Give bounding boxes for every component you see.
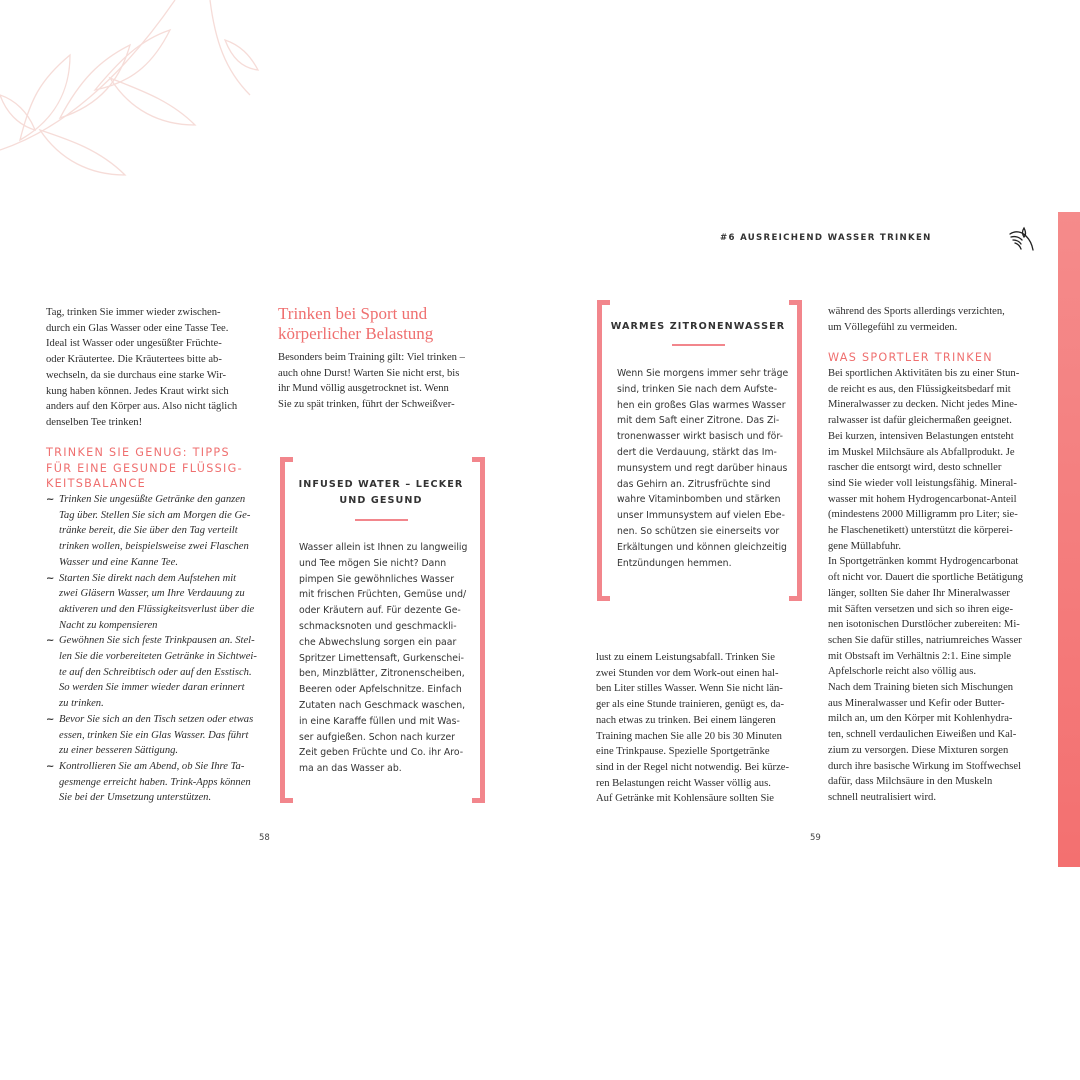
tips-list — [46, 492, 261, 806]
athletes-heading: WAS SPORTLER TRINKEN — [828, 351, 993, 364]
page-number-right: 59 — [810, 833, 821, 843]
col4-intro: während des Sports allerdings verzichten, um Völlegefühl zu vermeiden. — [828, 306, 1005, 333]
sport-paragraph: Besonders beim Training gilt: Viel trinken – auch ohne Durst! Warten Sie nicht erst, bis ihr Mund völlig ausgetrocknet ist. Wenn Sie zu spät trinken, führt der Schweißver- — [278, 352, 465, 411]
list-item: ~ Trinken Sie ungesüßte Getränke den ganzen Tag über. Stellen Sie sich am Morgen die Ge- tränke bereit, die Sie über den Tag verteilt trinken wollen, beispielsweise zwei Flaschen Wasser und eine Kanne Tee. — [46, 494, 251, 568]
athletes-paragraph: Bei sportlichen Aktivitäten bis zu einer Stun- de reicht es aus, den Flüssigkeitsbedarf mit Mineralwasser zu decken. Nicht jedes Mine- ralwasser ist dafür gleichermaßen geeignet. Bei kurzen, intensiven Belastungen entsteht im Muskel Milchsäure als Abfallprodukt. Je rascher die entsorgt wird, desto schneller sind Sie wieder voll leistungsfähig. Mineral- wasser mit hohem Hydrogencarbonat-Anteil (mindestens 2000 Milligramm pro Liter; sie- he Flaschenetikett) unterstützt die körperei- gene Müllabfuhr. In Sportgetränken kommt Hydrogencarbonat oft nicht vor. Dauert die sportliche Betätigung länger, sollten Sie daher Ihr Mineralwasser mit Säften versetzen und sich so ihren eige- nen isotonischen Durstlöcher zubereiten: Mi- schen Sie dafür stilles, natriumreiches Wasser mit Obstsaft im Verhältnis 2:1. Eine simple Apfelschorle reicht also völlig aus. Nach dem Training bieten sich Mischungen aus Mineralwasser und Kefir oder Butter- milch an, um den Körper mit Kohlenhydra- ten, schnell verdaulichen Eiweißen und Kal- zium zu versorgen. Diese Mixturen sorgen durch ihre basische Wirkung im Stoffwechsel dafür, dass Milchsäure in den Muskeln schnell neutralisiert wird. — [828, 368, 1024, 803]
list-item: ~ Gewöhnen Sie sich feste Trinkpausen an. Stel- len Sie die vorbereiteten Getränke in Sichtwei- te auf den Schreibtisch oder auf den Esstisch. So werden Sie immer wieder daran erinnert zu trinken. — [46, 635, 257, 710]
list-item: ~ Bevor Sie sich an den Tisch setzen oder etwas essen, trinken Sie ein Glas Wasser. Das führt zu einer besseren Sättigung. — [46, 713, 254, 757]
intro-paragraph: Tag, trinken Sie immer wieder zwischen- durch ein Glas Wasser oder eine Tasse Tee. Ideal ist Wasser oder ungesüßter Früchte- oder Kräutertee. Die Kräutertees bitte ab- wechseln, da sie durchaus eine starke Wir- kung haben können. Jedes Kraut wirkt sich anders auf den Körper aus. Also nicht täglich denselben Tee trinken! — [46, 307, 238, 428]
tips-heading: TRINKEN SIE GENUG: TIPPS FÜR EINE GESUNDE FLÜSSIG- KEITSBALANCE — [46, 446, 243, 491]
lemon-box-divider — [672, 344, 725, 346]
tilde-icon: ~ — [46, 760, 55, 772]
tilde-icon: ~ — [46, 635, 55, 647]
tilde-icon: ~ — [46, 494, 55, 505]
box-bracket-right — [789, 300, 802, 601]
page-number-left: 58 — [259, 833, 270, 843]
lemon-box-title: WARMES ZITRONENWASSER — [610, 321, 786, 332]
box-bracket-right — [472, 457, 485, 803]
running-header: #6 AUSREICHEND WASSER TRINKEN — [720, 233, 932, 243]
sport-heading: Trinken bei Sport und körperlicher Belastung — [278, 304, 434, 343]
infused-box-text: Wasser allein ist Ihnen zu langweilig und Tee mögen Sie nicht? Dann pimpen Sie gewöhnliches Wasser mit frischen Früchten, Gemüse und/ oder Kräutern auf. Für dezente Ge- schmacksnoten und geschmackli- che Abwechslung sorgen ein paar Spritzer Limettensaft, Gurkenschei- ben, Minzblätter, Zitronenscheiben, Beeren oder Apfelschnitze. Einfach Zutaten nach Geschmack waschen, in eine Karaffe füllen und mit Was- ser aufgießen. Schon nach kurzer Zeit geben Früchte und Co. ihr Aro- ma an das Wasser ab. — [299, 542, 468, 775]
box-bracket-left — [597, 300, 610, 601]
list-item: ~ Kontrollieren Sie am Abend, ob Sie Ihre Ta- gesmenge erreicht haben. Trink-Apps können Sie bei der Umsetzung unterstützen. — [46, 760, 251, 804]
list-item: ~ Starten Sie direkt nach dem Aufstehen mit zwei Gläsern Wasser, um Ihre Verdauung zu aktiveren und den Flüssigkeitsverlust über die Nacht zu kompensieren — [46, 572, 255, 631]
edge-bar — [1058, 212, 1080, 867]
tilde-icon: ~ — [46, 713, 55, 725]
tilde-icon: ~ — [46, 572, 55, 584]
hand-leaf-icon — [1006, 224, 1036, 254]
sport-continuation: lust zu einem Leistungsabfall. Trinken Sie zwei Stunden vor dem Work-out einen hal- ben Liter stilles Wasser. Wenn Sie nicht län- ger als eine Stunde trainieren, genügt es, da- nach etwas zu trinken. Bei einem längeren Training machen Sie alle 20 bis 30 Minuten eine Trinkpause. Spezielle Sportgetränke sind in der Regel nicht notwendig. Bei kürze- ren Belastungen reicht Wasser völlig aus. Auf Getränke mit Kohlensäure sollten Sie — [596, 652, 789, 805]
infused-box-divider — [355, 519, 408, 521]
leaf-branch-icon — [0, 0, 260, 220]
lemon-box-text: Wenn Sie morgens immer sehr träge sind, trinken Sie nach dem Aufste- hen ein großes Glas warmes Wasser mit dem Saft einer Zitrone. Das Zi- tronenwasser wirkt basisch und för- dert die Verdauung, stärkt das Im- munsystem und regt darüber hinaus das Gehirn an. Zitrusfrüchte sind wahre Vitaminbomben und stärken unser Immunsystem auf vielen Ebe- nen. So schützen sie einerseits vor Erkältungen und können gleichzeitig Entzündungen hemmen. — [617, 368, 789, 569]
infused-box-title: INFUSED WATER – LECKER UND GESUND — [298, 479, 464, 506]
